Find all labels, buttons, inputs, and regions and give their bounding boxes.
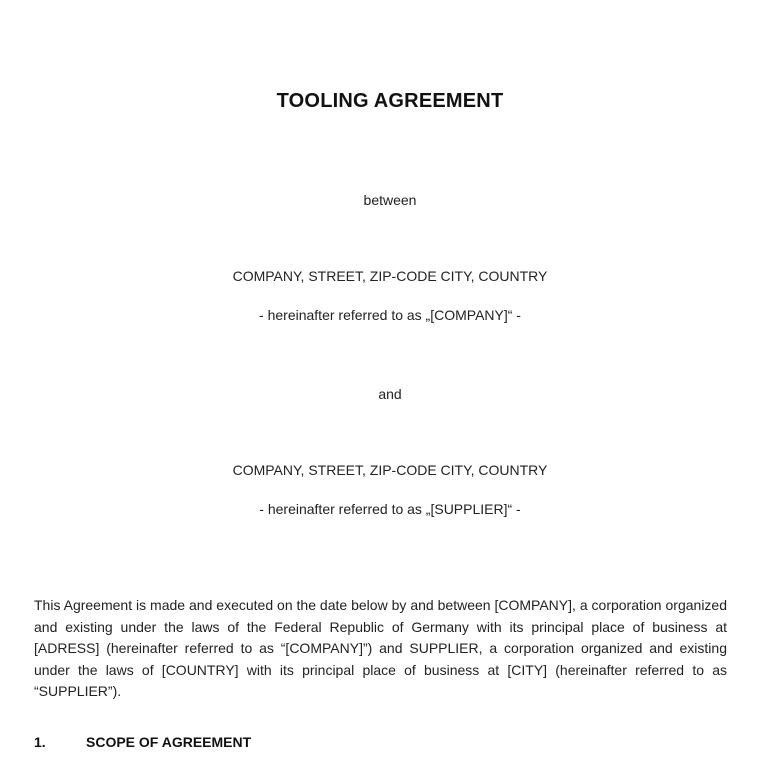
party-two-reference: - hereinafter referred to as „[SUPPLIER]“ -	[259, 501, 521, 517]
section-number: 1.	[34, 734, 46, 750]
party-two-address: COMPANY, STREET, ZIP-CODE CITY, COUNTRY	[232, 462, 548, 478]
document-title: TOOLING AGREEMENT	[276, 90, 504, 112]
party-one-address: COMPANY, STREET, ZIP-CODE CITY, COUNTRY	[232, 268, 548, 284]
between-label: between	[363, 192, 417, 208]
section-title: SCOPE OF AGREEMENT	[86, 734, 252, 750]
and-label: and	[378, 386, 402, 402]
party-one-reference: - hereinafter referred to as „[COMPANY]“ -	[259, 307, 521, 323]
section-heading	[34, 734, 251, 750]
intro-paragraph: This Agreement is made and executed on the date below by and between [COMPANY], a corporation organized and existing under the laws of the Federal Republic of Germany with its principal place of business at [ADRESS] (hereinafter referred to as “[COMPANY]”) and SUPPLIER, a corporation organized and existing under the laws of [COUNTRY] with its principal place of business at [CITY] (hereinafter referred to as “SUPPLIER”).	[34, 597, 727, 700]
